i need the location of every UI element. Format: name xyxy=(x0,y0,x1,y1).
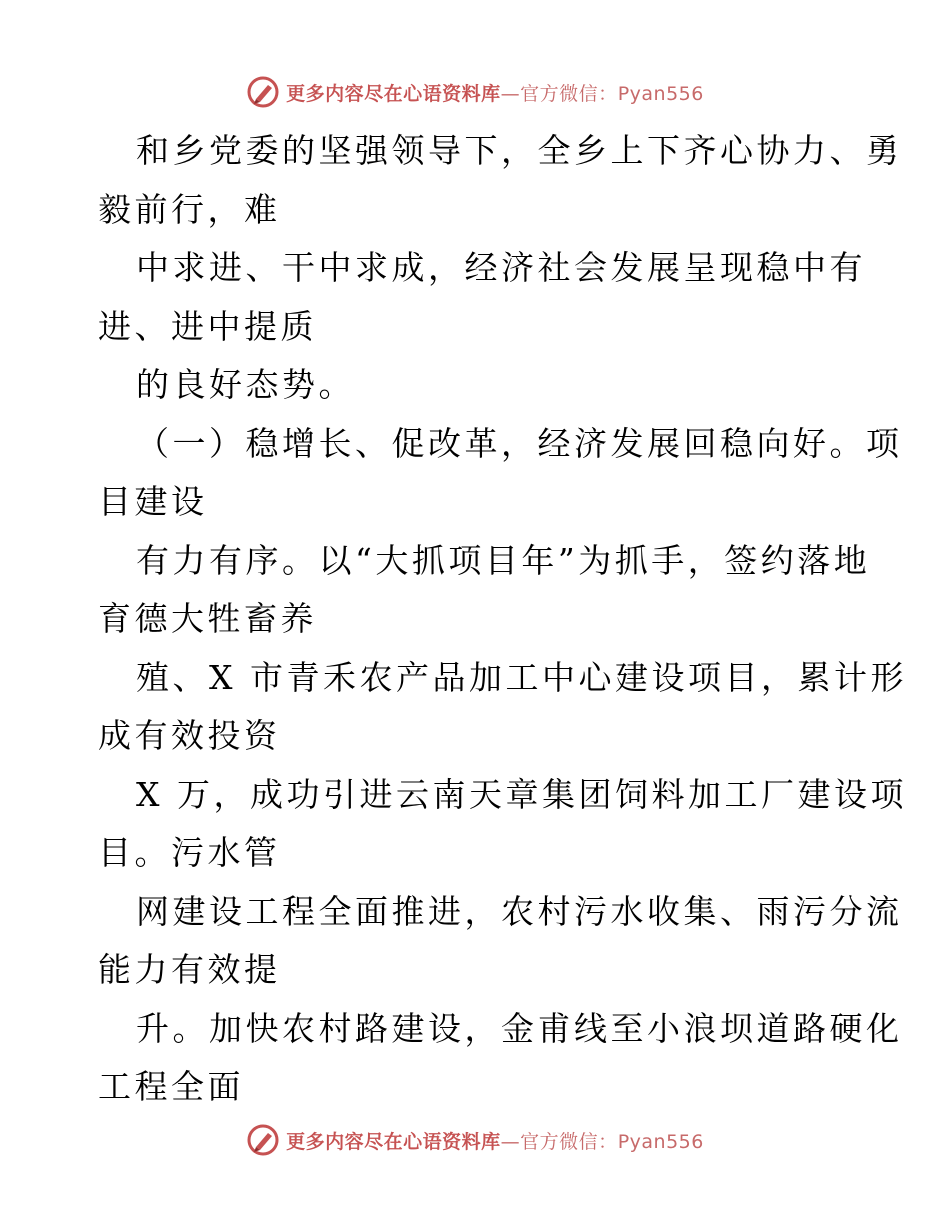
text-line: 网建设工程全面推进，农村污水收集、雨污分流 xyxy=(136,891,903,931)
text-line: （一）稳增长、促改革，经济发展回稳向好。项 xyxy=(136,423,903,463)
watermark-header xyxy=(0,72,950,112)
text-line: 的良好态势。 xyxy=(136,365,355,404)
text-line: 有力有序。以“大抓项目年”为抓手，签约落地 xyxy=(136,540,871,580)
text-line: 目。污水管 xyxy=(98,833,281,872)
text-line: X 万，成功引进云南天章集团饲料加工厂建设项 xyxy=(136,774,907,814)
text-line: 目建设 xyxy=(98,482,208,521)
watermark-footer xyxy=(0,1120,950,1160)
text-line: 毅前行，难 xyxy=(98,189,281,229)
pen-logo-icon xyxy=(246,75,280,109)
text-line: 能力有效提 xyxy=(98,950,281,989)
text-line: 升。加快农村路建设，金甫线至小浪坝道路硬化 xyxy=(136,1008,903,1048)
text-line: 工程全面 xyxy=(98,1067,244,1106)
watermark-main: 更多内容尽在心语资料库 xyxy=(286,1130,501,1153)
watermark-main: 更多内容尽在心语资料库 xyxy=(286,82,501,105)
document-body xyxy=(98,122,907,1117)
watermark-text xyxy=(286,79,704,106)
watermark-text xyxy=(286,1127,704,1154)
text-line: 育德大牲畜养 xyxy=(98,599,317,638)
watermark-sep: —官方微信： xyxy=(500,82,618,105)
pen-logo-icon xyxy=(246,1123,280,1157)
text-line: 成有效投资 xyxy=(98,716,281,755)
text-line: 和乡党委的坚强领导下，全乡上下齐心协力、勇 xyxy=(136,131,903,170)
text-line: 殖、X 市青禾农产品加工中心建设项目，累计形 xyxy=(136,657,907,697)
watermark-handle: Pyan556 xyxy=(617,82,704,105)
text-line: 中求进、干中求成，经济社会发展呈现稳中有 xyxy=(136,248,866,287)
text-line: 进、进中提质 xyxy=(98,306,317,346)
watermark-sep: —官方微信： xyxy=(500,1130,618,1153)
watermark-handle: Pyan556 xyxy=(617,1130,704,1153)
